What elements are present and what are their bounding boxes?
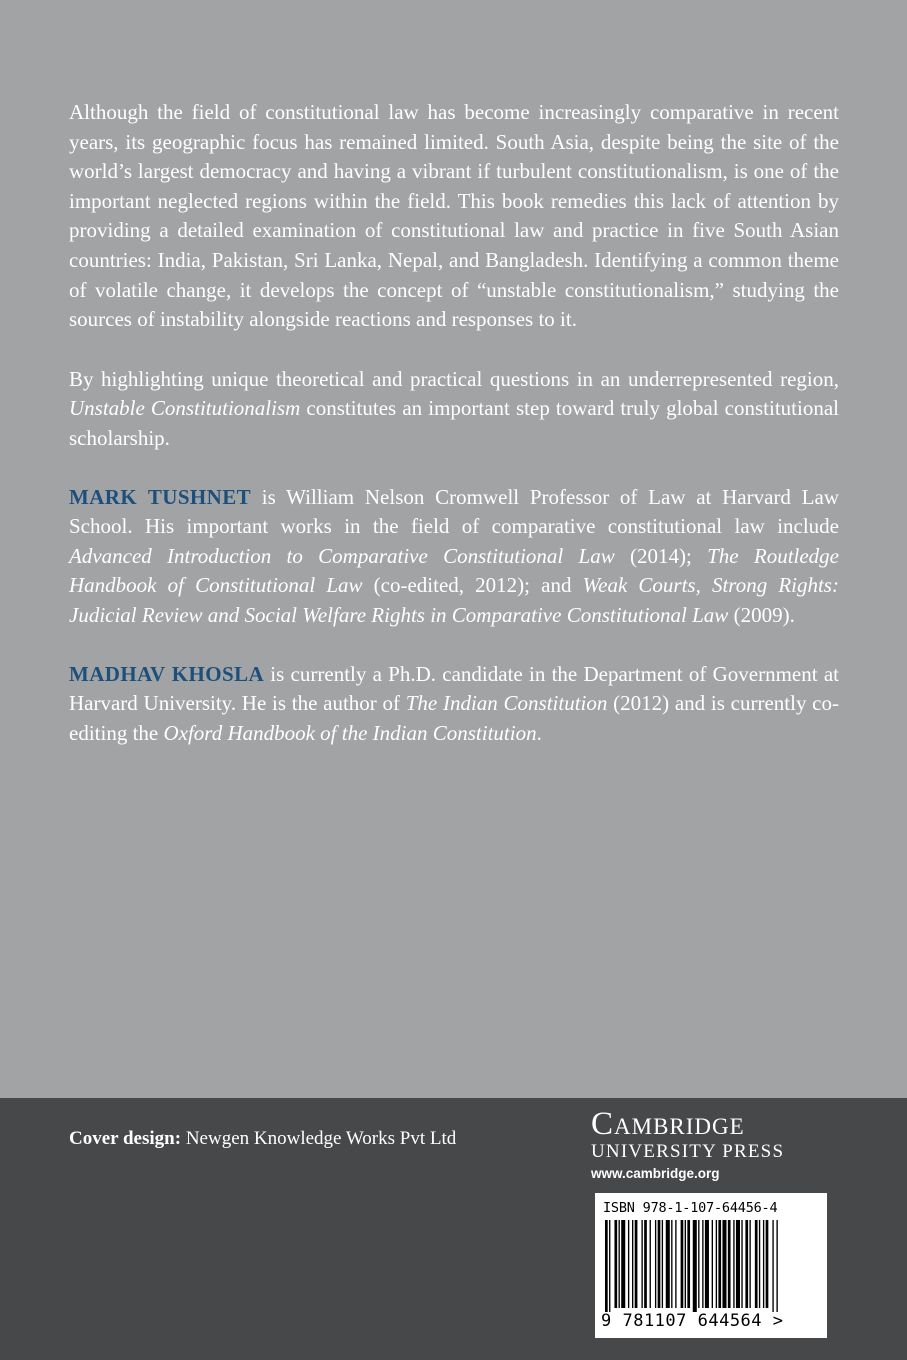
blurb-paragraph-1: Although the field of constitutional law has become increasingly comparative in recent years, its geographic focus has remained limited. South Asia, despite being the site of the world’s largest democracy and having a vibrant if turbulent constitutionalism, is one of the important neglected regions within the field. This book remedies this lack of attention by providing a detailed examination of constitutional law and practice in five South Asian countries: India, Pakistan, Sri Lanka, Nepal, and Bangladesh. Identifying a common theme of volatile change, it develops the concept of “unstable constitutionalism,” studying the sources of instability alongside reactions and responses to it. xyxy=(69,100,839,332)
barcode-bar xyxy=(641,1220,642,1308)
barcode-bar xyxy=(666,1220,670,1308)
barcode-bar xyxy=(675,1220,676,1308)
bio-text: is currently a Ph.D. candidate in the Department of Government at Harvard University. He is the author of xyxy=(69,661,839,716)
bio-text: . xyxy=(536,720,542,745)
barcode-bar xyxy=(658,1220,661,1308)
work-title: Oxford Handbook of the Indian Constitution xyxy=(163,720,537,745)
publisher-press: UNIVERSITY PRESS xyxy=(591,1141,785,1162)
author-name-khosla: MADHAV KHOSLA xyxy=(69,661,265,686)
barcode-bar xyxy=(776,1220,777,1312)
barcode-bar xyxy=(681,1220,684,1308)
work-title: The Routledge Handbook of Constitutional Law xyxy=(69,543,840,598)
barcode-digits: 9 781107 644564 > xyxy=(601,1311,784,1331)
blurb-paragraph-2-end: constitutes an important step toward truly global constitutional scholarship. xyxy=(69,396,839,450)
publisher-logo xyxy=(591,1106,831,1184)
barcode-bar xyxy=(632,1220,633,1308)
bio-text: (co-edited, 2012); and xyxy=(362,573,583,598)
barcode-bar xyxy=(705,1220,709,1308)
barcode-bar xyxy=(763,1220,764,1308)
publisher-name: Cambridge xyxy=(591,1106,745,1142)
barcode-bar xyxy=(702,1220,703,1308)
barcode-bar xyxy=(741,1220,742,1308)
barcode-bar xyxy=(650,1220,651,1308)
isbn-label: ISBN 978-1-107-64456-4 xyxy=(603,1200,778,1216)
barcode-bar xyxy=(722,1220,726,1308)
cover-credit-value: Newgen Knowledge Works Pvt Ltd xyxy=(181,1128,457,1149)
barcode-bar xyxy=(716,1220,717,1308)
work-title: Advanced Introduction to Comparative Constitutional Law xyxy=(69,543,615,568)
barcode-bar xyxy=(766,1220,769,1308)
barcode-bar xyxy=(772,1220,773,1312)
barcode-icon xyxy=(601,1220,821,1312)
barcode-bar xyxy=(621,1220,625,1308)
barcode-box xyxy=(595,1193,827,1338)
barcode-bar xyxy=(736,1220,740,1308)
barcode-bar xyxy=(628,1220,629,1308)
barcode-bar xyxy=(671,1220,672,1308)
bio-text: (2009). xyxy=(728,602,795,627)
bottom-band xyxy=(0,1098,907,1360)
barcode-bar xyxy=(605,1220,608,1312)
back-cover-text xyxy=(69,98,839,748)
barcode-bar xyxy=(644,1220,647,1308)
barcode-bar xyxy=(609,1220,610,1312)
barcode-bar xyxy=(728,1220,731,1308)
book-title: Unstable Constitutionalism xyxy=(69,396,301,421)
barcode-bar xyxy=(614,1220,617,1308)
work-title: The Indian Constitution xyxy=(405,691,608,716)
barcode-bar xyxy=(733,1220,734,1308)
barcode-bar xyxy=(655,1220,656,1308)
barcode-bar xyxy=(745,1220,748,1308)
cover-credit xyxy=(69,1128,456,1150)
barcode-bar xyxy=(749,1220,750,1308)
cover-credit-label: Cover design: xyxy=(69,1128,182,1149)
barcode-bar xyxy=(635,1220,638,1308)
barcode-bar xyxy=(698,1220,699,1308)
barcode-bar xyxy=(759,1220,760,1308)
blurb-paragraph-2-start: By highlighting unique theoretical and practical questions in an underrepresented region, xyxy=(69,366,839,391)
author-bio-khosla xyxy=(69,660,839,749)
bio-text: (2012) and is currently co-editing the xyxy=(69,691,839,745)
bio-text: (2014); xyxy=(614,543,708,568)
blurb-paragraph-2 xyxy=(69,365,839,454)
barcode-bar xyxy=(755,1220,758,1308)
publisher-website: www.cambridge.org xyxy=(591,1166,720,1181)
author-bio-tushnet xyxy=(69,483,839,631)
bio-text: is William Nelson Cromwell Professor of Law at Harvard Law School. His important works in the field of comparative constitutional law include xyxy=(69,484,839,539)
barcode-bar xyxy=(662,1220,663,1308)
author-name-tushnet: MARK TUSHNET xyxy=(69,484,252,509)
barcode-bar xyxy=(712,1220,713,1308)
barcode-bar xyxy=(687,1220,690,1308)
barcode-bar xyxy=(718,1220,721,1308)
work-title: Weak Courts, Strong Rights: Judicial Review and Social Welfare Rights in Comparative Constitutional Law xyxy=(69,573,839,627)
barcode-bar xyxy=(685,1220,686,1308)
barcode-bar xyxy=(693,1220,697,1312)
barcode-bar xyxy=(619,1220,620,1308)
